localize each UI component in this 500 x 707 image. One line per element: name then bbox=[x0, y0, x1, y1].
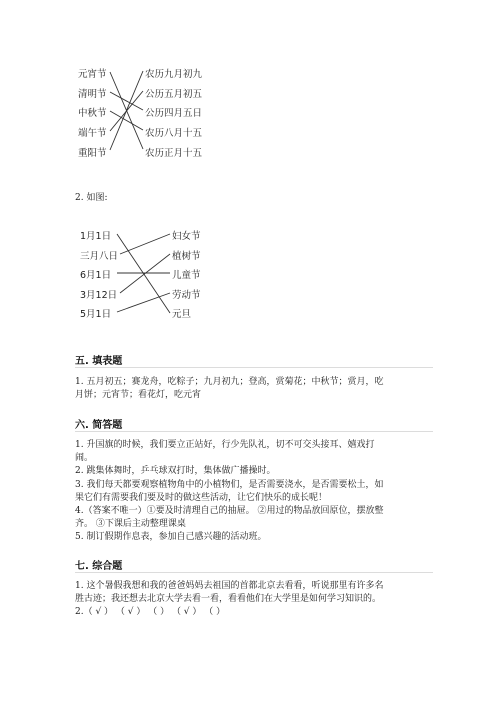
match1-left-item: 端午节 bbox=[78, 128, 107, 139]
match2-left-item: 三月八日 bbox=[80, 251, 119, 262]
question-2-label: 2. 如图: bbox=[75, 193, 108, 203]
answer-line: 果它们有需要我们要及时的做这些活动，让它们快乐的成长呢！ bbox=[75, 492, 328, 503]
match1-right-item: 公历四月五日 bbox=[145, 108, 203, 119]
section-body-comprehensive bbox=[75, 580, 433, 620]
match1-left-item: 清明节 bbox=[78, 89, 107, 100]
answer-line: 4.（答案不唯一）①要及时清理自己的抽屉。 ②用过的物品放回原位，摆放整 bbox=[75, 506, 384, 517]
match1-left-item: 重阳节 bbox=[78, 148, 107, 159]
match2-left-item: 1月1日 bbox=[80, 231, 112, 242]
section-divider bbox=[75, 367, 433, 368]
answer-line: 2. 跳集体舞时，乒乓球双打时，集体做广播操时。 bbox=[75, 466, 276, 477]
match1-right-item: 农历九月初九 bbox=[145, 69, 203, 80]
answer-line: 齐。 ③下课后主动整理课桌 bbox=[75, 519, 186, 530]
answer-line: 2.（ √ ） （ √ ） （ ） （ √ ） （ ） bbox=[75, 607, 226, 618]
answer-line: 1. 这个暑假我想和我的爸爸妈妈去祖国的首都北京去看看，听说那里有许多名 bbox=[75, 581, 384, 591]
match2-left-item: 5月1日 bbox=[80, 309, 112, 320]
match1-left-item: 元宵节 bbox=[78, 69, 107, 80]
answer-line: 胜古迹；我还想去北京大学去看一看，看看他们在大学里是如何学习知识的。 bbox=[75, 594, 382, 605]
match1-right-item: 农历八月十五 bbox=[145, 128, 203, 139]
answer-line: 闹。 bbox=[75, 453, 94, 464]
section-title-comprehensive: 七. 综合题 bbox=[75, 561, 123, 572]
section-divider bbox=[75, 431, 433, 432]
section-body-short bbox=[75, 439, 433, 545]
answer-line: 5. 制订假期作息表，参加自己感兴趣的活动班。 bbox=[75, 532, 267, 543]
match2-left-item: 3月12日 bbox=[80, 290, 118, 301]
match1-right-item: 公历五月初五 bbox=[145, 89, 203, 100]
answer-line: 月饼；元宵节；看花灯，吃元宵 bbox=[75, 390, 202, 401]
connector-line bbox=[120, 254, 170, 293]
section-title-short: 六. 简答题 bbox=[75, 420, 123, 431]
match2-right-item: 劳动节 bbox=[172, 290, 201, 301]
match2-right-item: 妇女节 bbox=[172, 231, 201, 242]
section-body-fill bbox=[75, 376, 433, 402]
connector-line bbox=[117, 234, 170, 313]
match2-right-item: 元旦 bbox=[172, 309, 192, 320]
answer-line: 1. 五月初五；赛龙舟，吃粽子；九月初九；登高，赏菊花；中秋节；赏月，吃 bbox=[75, 377, 384, 387]
match2-right-item: 儿童节 bbox=[172, 270, 201, 281]
section-divider bbox=[75, 572, 433, 573]
match1-left-item: 中秋节 bbox=[78, 108, 107, 119]
connector-line bbox=[120, 234, 170, 254]
answer-line: 3. 我们每天都要观察植物角中的小植物们，是否需要浇水，是否需要松土，如 bbox=[75, 479, 384, 490]
match2-right-item: 植树节 bbox=[172, 251, 201, 262]
match1-right-item: 农历正月十五 bbox=[145, 148, 203, 159]
answer-line: 1. 升国旗的时候，我们要立正站好，行少先队礼，切不可交头接耳、嬉戏打 bbox=[75, 440, 375, 450]
section-title-fill: 五. 填表题 bbox=[75, 356, 123, 367]
match2-left-item: 6月1日 bbox=[80, 270, 112, 281]
connector-line bbox=[117, 293, 170, 312]
